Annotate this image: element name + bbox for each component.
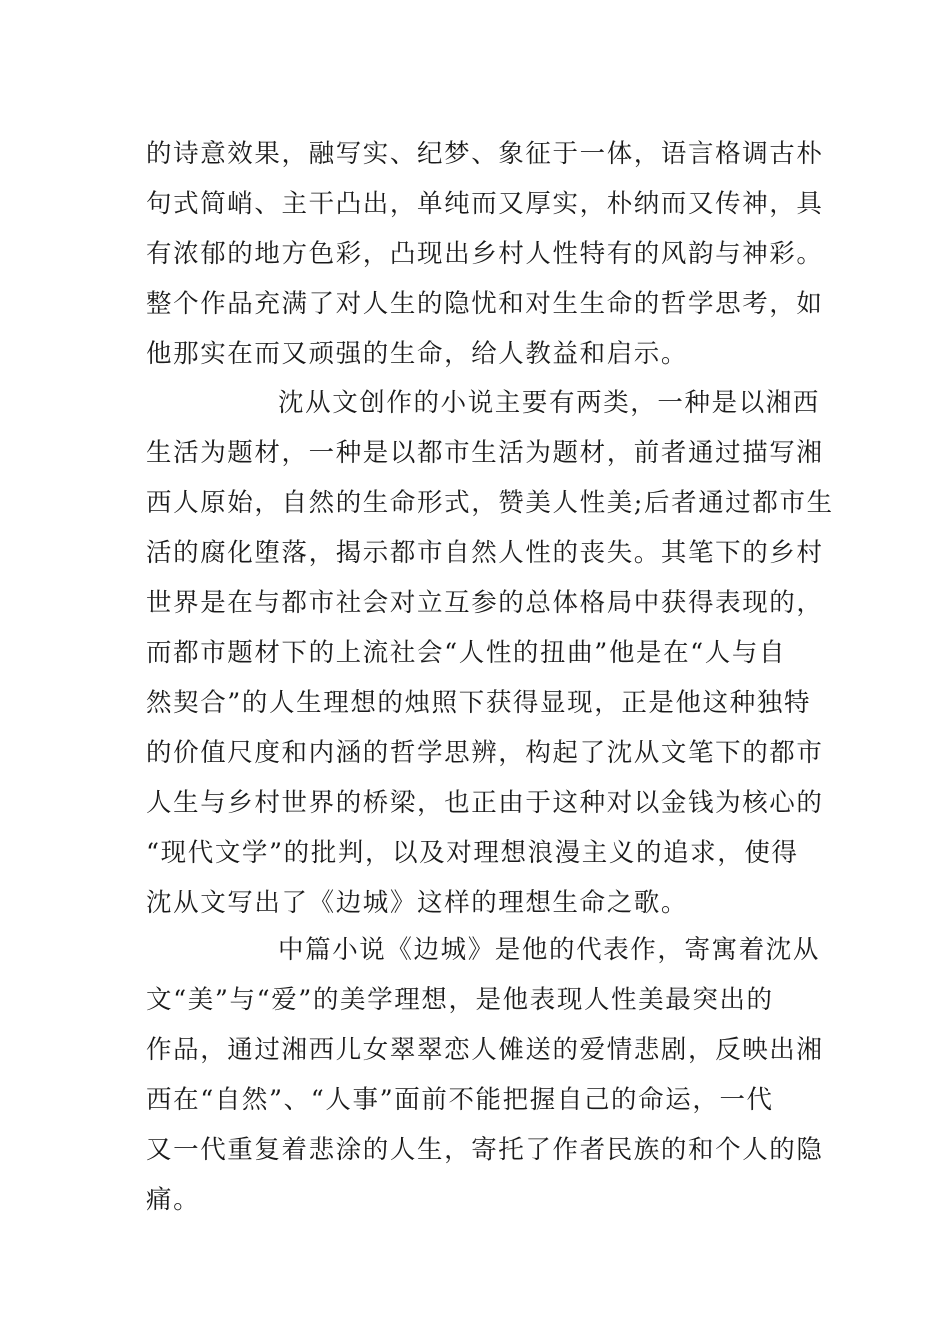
text-line: 又一代重复着悲涂的人生，寄托了作者民族的和个人的隐 xyxy=(146,1135,824,1165)
text-line: 作品，通过湘西儿女翠翠恋人傩送的爱情悲剧，反映出湘 xyxy=(146,1035,824,1065)
text-line: 人生与乡村世界的桥梁，也正由于这种对以金钱为核心的 xyxy=(146,788,824,818)
text-line: 西人原始，自然的生命形式，赞美人性美;后者通过都市生 xyxy=(146,488,834,518)
text-line: 文“美”与“爱”的美学理想，是他表现人性美最突出的 xyxy=(146,985,774,1015)
text-line: 西在“自然”、“人事”面前不能把握自己的命运，一代 xyxy=(146,1085,774,1115)
text-line: 痛。 xyxy=(146,1185,201,1215)
text-line-indented: 沈从文创作的小说主要有两类，一种是以湘西 xyxy=(278,388,821,418)
paragraph-3 xyxy=(146,925,824,1225)
text-line: 然契合”的人生理想的烛照下获得显现，正是他这种独特 xyxy=(146,688,812,718)
text-line: 整个作品充满了对人生的隐忧和对生生命的哲学思考，如 xyxy=(146,289,824,319)
text-line: 世界是在与都市社会对立互参的总体格局中获得表现的， xyxy=(146,588,824,618)
text-line: 句式简峭、主干凸出，单纯而又厚实，朴纳而又传神，具 xyxy=(146,189,824,219)
paragraph-1 xyxy=(146,129,824,379)
text-line: 活的腐化堕落，揭示都市自然人性的丧失。其笔下的乡村 xyxy=(146,538,824,568)
text-line: 的诗意效果，融写实、纪梦、象征于一体，语言格调古朴 xyxy=(146,139,824,169)
paragraph-2 xyxy=(146,378,834,928)
text-line-indented: 中篇小说《边城》是他的代表作，寄寓着沈从 xyxy=(278,935,821,965)
text-line: 生活为题材，一种是以都市生活为题材，前者通过描写湘 xyxy=(146,438,824,468)
text-line: 的价值尺度和内涵的哲学思辨，构起了沈从文笔下的都市 xyxy=(146,738,824,768)
text-line: “现代文学”的批判，以及对理想浪漫主义的追求，使得 xyxy=(146,838,799,868)
text-line: 有浓郁的地方色彩，凸现出乡村人性特有的风韵与神彩。 xyxy=(146,239,824,269)
text-line: 他那实在而又顽强的生命，给人教益和启示。 xyxy=(146,339,689,369)
text-line: 而都市题材下的上流社会“人性的扭曲”他是在“人与自 xyxy=(146,638,787,668)
text-line: 沈从文写出了《边城》这样的理想生命之歌。 xyxy=(146,888,689,918)
